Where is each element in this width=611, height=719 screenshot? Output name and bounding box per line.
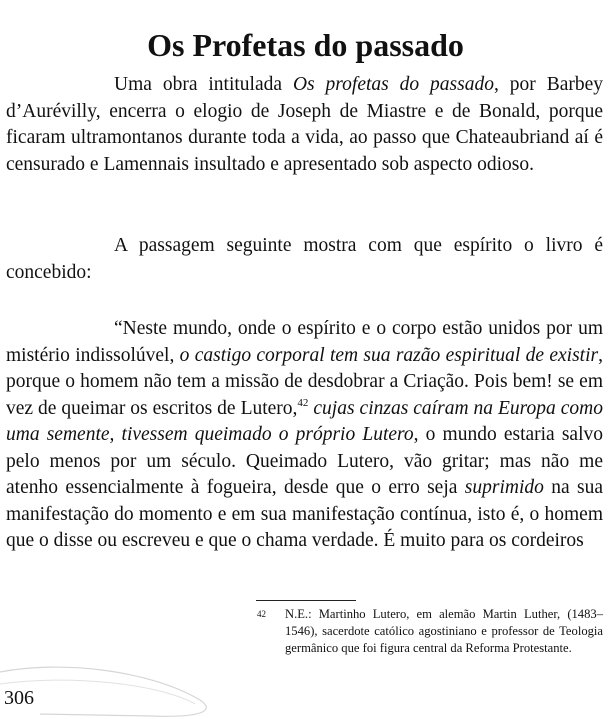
footnote-number: 42	[257, 609, 266, 619]
paragraph-1-italic: Os profetas do passado	[292, 74, 494, 95]
paragraph-3-quote	[6, 316, 603, 555]
footnote-reference[interactable]: 42	[297, 396, 309, 409]
quote-text-b: , porque o homem não tem a missão de desdobrar a Criação. Pois bem! se em vez de queimar os escritos de Lutero,	[6, 344, 603, 419]
paragraph-1	[6, 72, 603, 178]
quote-italic-a: o castigo corporal tem sua razão espiritual de existir	[179, 344, 599, 366]
page-ornament-swoosh	[0, 640, 230, 719]
quote-italic-b: cujas cinzas caíram na Europa como uma semente, tivessem queimado o próprio Lutero	[6, 397, 603, 445]
paragraph-2	[6, 233, 603, 286]
quote-text-c: , o mundo estaria salvo pelo menos por um século. Queimado Lutero, vão gritar; mas não me atenho essencialmente à fogueira, desde que o erro seja	[6, 424, 603, 498]
quote-text-d: na sua manifestação do momento e em sua manifestação contínua, isto é, o homem que o disse ou escreveu e que o chama verdade. É muito para os cordeiros	[6, 477, 603, 551]
quote-italic-c: suprimido	[464, 477, 544, 498]
footnote-text: N.E.: Martinho Lutero, em alemão Martin Luther, (1483–1546), sacerdote católico agostiniano e professor de Teologia germânico que foi figura central da Reforma Protestante.	[285, 607, 603, 655]
paragraph-1-text-a: Uma obra intitulada	[114, 74, 293, 95]
page-number: 306	[4, 687, 34, 709]
footnote	[257, 606, 603, 657]
paragraph-1-text-b: , por Barbey d’Aurévilly, encerra o elogio de Joseph de Miastre e de Bonald, porque ficaram ultramontanos durante toda a vida, ao passo que Chateaubriand aí é censurado e Lamennais insultado e apresentado sob aspecto odioso.	[6, 74, 604, 175]
paragraph-2-text: A passagem seguinte mostra com que espírito o livro é concebido:	[6, 235, 603, 283]
quote-text-a: “Neste mundo, onde o espírito e o corpo estão unidos por um mistério indissolúvel,	[6, 318, 603, 366]
footnote-divider	[256, 600, 356, 601]
page-title: Os Profetas do passado	[147, 27, 464, 64]
